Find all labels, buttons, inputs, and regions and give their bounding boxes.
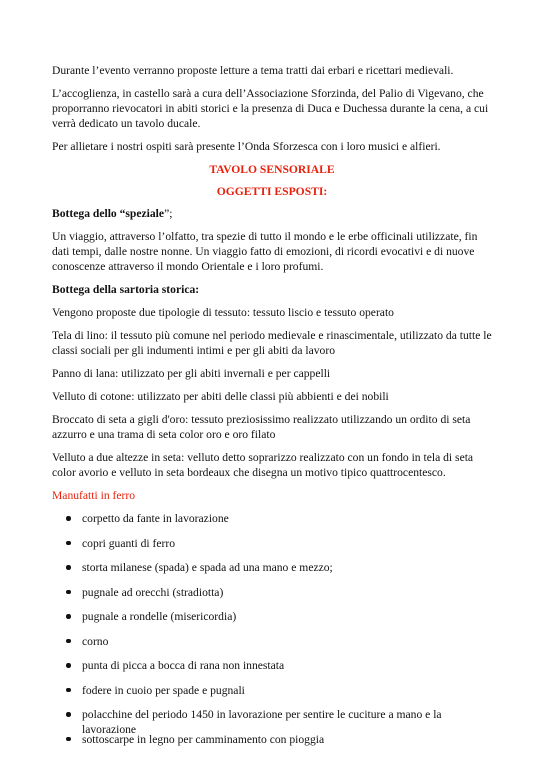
bullet-icon — [66, 737, 71, 742]
intro-paragraph-2: L’accoglienza, in castello sarà a cura dell’Associazione Sforzinda, del Palio di Vigevano, che proporranno rievocatori in abiti storici e la presenza di Duca e Duchessa durante la cena, a cui verrà dedicato un tavolo ducale. — [52, 87, 489, 130]
sartoria-heading: Bottega della sartoria storica: — [52, 283, 200, 296]
bullet-icon — [66, 712, 71, 717]
speziale-heading: Bottega dello “speziale — [52, 207, 165, 220]
sartoria-paragraph-5: Broccato di seta a gigli d'oro: tessuto preziosissimo realizzato utilizzando un ordito di seta azzurro e una trama di seta color oro e oro filato — [52, 413, 471, 441]
speziale-heading-suffix: ”; — [164, 207, 173, 220]
list-item-text: fodere in cuoio per spade e pugnali — [82, 683, 245, 697]
list-item — [52, 609, 492, 634]
list-item — [52, 658, 492, 683]
bullet-icon — [66, 541, 71, 546]
list-item-text: corpetto da fante in lavorazione — [82, 512, 229, 525]
list-item — [52, 707, 492, 736]
bullet-icon — [66, 639, 71, 644]
bullet-icon — [66, 516, 71, 521]
list-item-text: punta di picca a bocca di rana non innestata — [82, 659, 285, 672]
list-item — [52, 585, 492, 610]
intro-paragraph-1: Durante l’evento verranno proposte letture a tema tratti dai erbari e ricettari medievali. — [52, 64, 454, 77]
list-item-text: pugnale a rondelle (misericordia) — [82, 610, 237, 623]
sartoria-paragraph-4: Velluto di cotone: utilizzato per abiti delle classi più abbienti e dei nobili — [52, 390, 389, 403]
bullet-icon — [66, 590, 71, 595]
sartoria-paragraph-6: Velluto a due altezze in seta: velluto detto soprarizzo realizzato con un fondo in tela di seta color avorio e velluto in seta bordeaux che disegna un motivo tipico quattrocentesco. — [52, 451, 474, 479]
list-item-text: copri guanti di ferro — [82, 536, 176, 550]
bullet-icon — [66, 663, 71, 668]
list-item-text: polacchine del periodo 1450 in lavorazione per sentire le cuciture a mano e la lavorazione — [82, 708, 442, 736]
list-item — [52, 634, 492, 659]
speziale-text: Un viaggio, attraverso l’olfatto, tra spezie di tutto il mondo e le erbe officinali utilizzate, fin dati tempi, dalle nostre nonne. Un viaggio fatto di emozioni, di ricordi evocativi e di nuove conoscenze attraverso il mondo Orientale e i loro profumi. — [52, 230, 478, 273]
bullet-icon — [66, 688, 71, 693]
list-item — [52, 732, 492, 757]
list-item-text: corno — [82, 634, 109, 648]
list-item — [52, 683, 492, 708]
ferro-heading: Manufatti in ferro — [52, 489, 136, 502]
bullet-icon — [66, 614, 71, 619]
document-body — [52, 63, 492, 756]
speziale-heading-line — [52, 206, 492, 221]
sartoria-paragraph-2: Tela di lino: il tessuto più comune nel periodo medievale e rinascimentale, utilizzato da tutte le classi sociali per gli indumenti intimi e per gli abiti da lavoro — [52, 329, 492, 357]
title-tavolo-sensoriale: TAVOLO SENSORIALE — [209, 163, 335, 176]
intro-paragraph-3: Per allietare i nostri ospiti sarà presente l’Onda Sforzesca con i loro musici e alfieri. — [52, 140, 441, 153]
list-item — [52, 560, 492, 585]
list-item — [52, 511, 492, 536]
bullet-icon — [66, 565, 71, 570]
title-oggetti-esposti: OGGETTI ESPOSTI: — [216, 185, 328, 198]
sartoria-paragraph-3: Panno di lana: utilizzato per gli abiti invernali e per cappelli — [52, 367, 331, 380]
list-item-text: pugnale ad orecchi (stradiotta) — [82, 585, 224, 599]
list-item-text: sottoscarpe in legno per camminamento con pioggia — [82, 732, 325, 746]
ferro-list — [52, 511, 492, 756]
list-item-text: storta milanese (spada) e spada ad una mano e mezzo; — [82, 561, 333, 574]
sartoria-paragraph-1: Vengono proposte due tipologie di tessuto: tessuto liscio e tessuto operato — [52, 306, 394, 319]
list-item — [52, 536, 492, 561]
